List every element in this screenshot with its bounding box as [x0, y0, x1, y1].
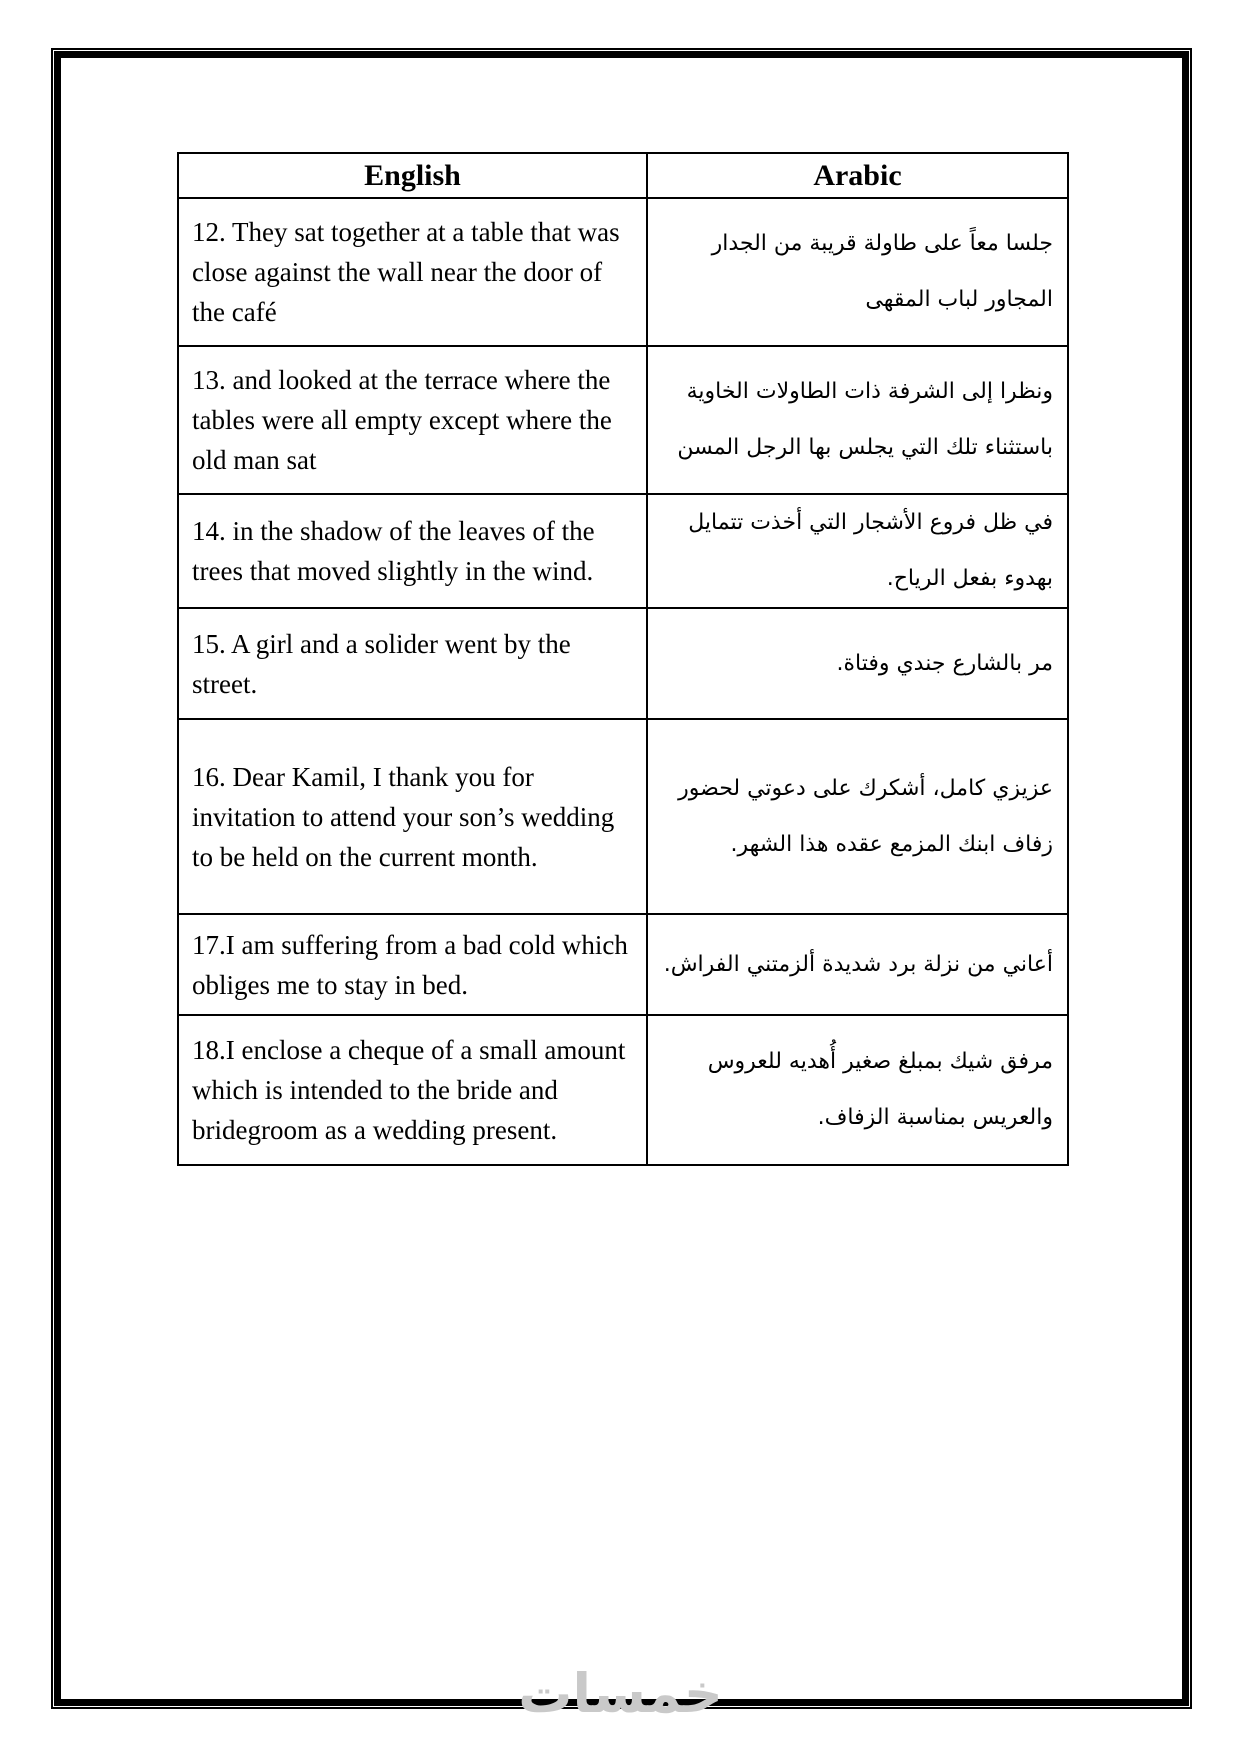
arabic-cell-17: أعاني من نزلة برد شديدة ألزمتني الفراش.	[647, 914, 1068, 1015]
table-row-18	[178, 1015, 1068, 1165]
arabic-cell-13: ونظرا إلى الشرفة ذات الطاولات الخاوية باستثناء تلك التي يجلس بها الرجل المسن	[647, 346, 1068, 494]
header-english: English	[178, 153, 647, 198]
header-arabic: Arabic	[647, 153, 1068, 198]
english-cell-12: 12. They sat together at a table that was close against the wall near the door of the café	[178, 198, 647, 346]
table-row-13	[178, 346, 1068, 494]
table-row-15	[178, 608, 1068, 719]
table-row-12	[178, 198, 1068, 346]
table-row-14	[178, 494, 1068, 608]
arabic-cell-12: جلسا معاً على طاولة قريبة من الجدار المجاور لباب المقهى	[647, 198, 1068, 346]
arabic-cell-15: مر بالشارع جندي وفتاة.	[647, 608, 1068, 719]
english-cell-13: 13. and looked at the terrace where the tables were all empty except where the old man sat	[178, 346, 647, 494]
english-cell-17: 17.I am suffering from a bad cold which obliges me to stay in bed.	[178, 914, 647, 1015]
translation-table	[177, 152, 1069, 1166]
english-cell-16: 16. Dear Kamil, I thank you for invitation to attend your son’s wedding to be held on the current month.	[178, 719, 647, 914]
arabic-cell-16: عزيزي كامل، أشكرك على دعوتي لحضور زفاف ابنك المزمع عقده هذا الشهر.	[647, 719, 1068, 914]
english-cell-14: 14. in the shadow of the leaves of the trees that moved slightly in the wind.	[178, 494, 647, 608]
english-cell-15: 15. A girl and a solider went by the street.	[178, 608, 647, 719]
arabic-cell-14: في ظل فروع الأشجار التي أخذت تتمايل بهدوء بفعل الرياح.	[647, 494, 1068, 608]
table-header-row	[178, 153, 1068, 198]
table-row-16	[178, 719, 1068, 914]
khamsat-watermark: خمسات	[518, 1662, 723, 1725]
arabic-cell-18: مرفق شيك بمبلغ صغير أُهديه للعروس والعريس بمناسبة الزفاف.	[647, 1015, 1068, 1165]
english-cell-18: 18.I enclose a cheque of a small amount which is intended to the bride and bridegroom as a wedding present.	[178, 1015, 647, 1165]
table-row-17	[178, 914, 1068, 1015]
